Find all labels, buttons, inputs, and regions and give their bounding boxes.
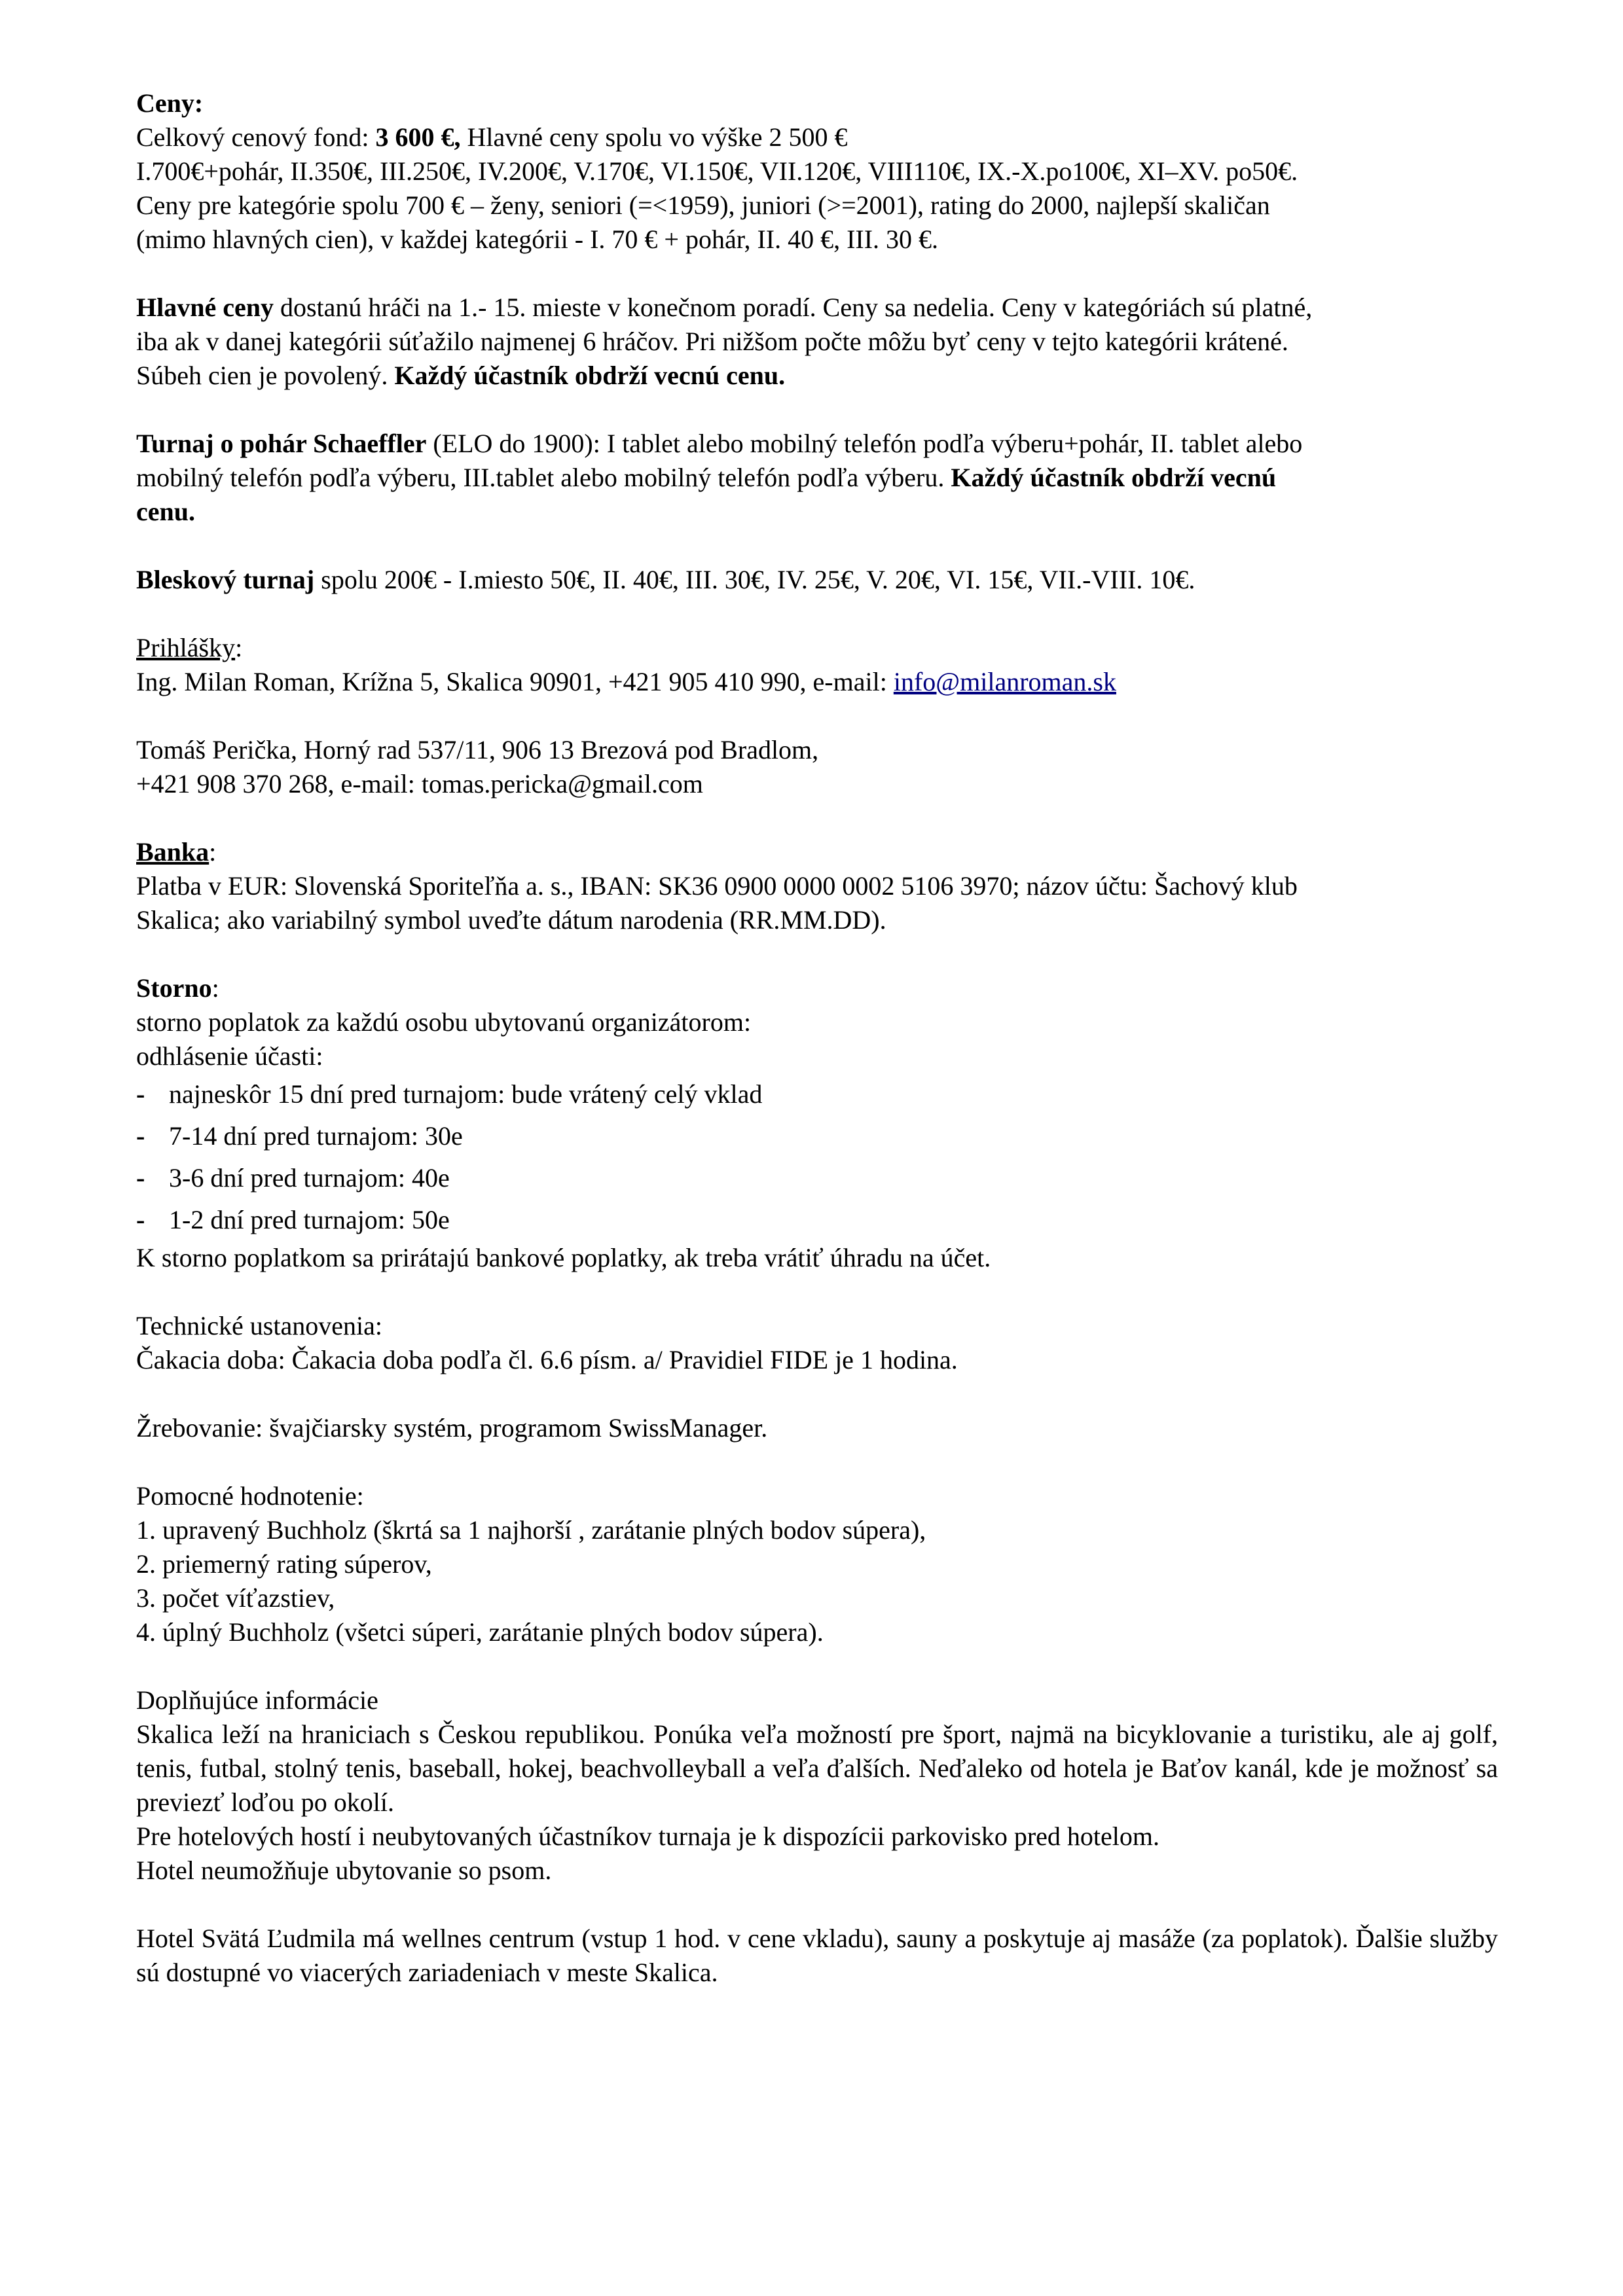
blesk-line: Bleskový turnaj spolu 200€ - I.miesto 50€, II. 40€, III. 30€, IV. 25€, V. 20€, VI. 15€, VII.-VIII. 10€. (136, 565, 1195, 594)
zrebovanie: Žrebovanie: švajčiarsky systém, programom SwissManager. (136, 1413, 768, 1443)
ceny-fond: Celkový cenový fond: 3 600 €, Hlavné ceny spolu vo výške 2 500 € (136, 122, 848, 152)
storno-line1: storno poplatok za každú osobu ubytovanú organizátorom: (136, 1007, 752, 1037)
banka-line2: Skalica; ako variabilný symbol uveďte dátum narodenia (RR.MM.DD). (136, 905, 886, 935)
storno-line2: odhlásenie účasti: (136, 1041, 323, 1071)
cakacia-doba: Čakacia doba: Čakacia doba podľa čl. 6.6 písm. a/ Pravidiel FIDE je 1 hodina. (136, 1345, 958, 1374)
ceny-places: I.700€+pohár, II.350€, III.250€, IV.200€, V.170€, VI.150€, VII.120€, VIII110€, IX.-X.po100€, XI–XV. po50€. (136, 156, 1298, 186)
technicke-heading: Technické ustanovenia: (136, 1311, 382, 1340)
banka-line1: Platba v EUR: Slovenská Sporiteľňa a. s., IBAN: SK36 0900 0000 0002 5106 3970; názov účtu: Šachový klub (136, 871, 1298, 901)
pomocne-heading: Pomocné hodnotenie: (136, 1481, 364, 1511)
list-item: - 7-14 dní pred turnajom: 30e (136, 1115, 1498, 1157)
prihlasky-contact2-line1: Tomáš Perička, Horný rad 537/11, 906 13 Brezová pod Bradlom, (136, 735, 819, 764)
document-body (136, 86, 1498, 1990)
doplnujuce-paragraph: Skalica leží na hraniciach s Českou republikou. Ponúka veľa možností pre šport, najmä na bicyklovanie a turistiku, ale aj golf, tenis, futbal, stolný tenis, baseball, hokej, beachvolleyball a veľa ďalších. Neďaleko od hotela je Baťov kanál, kde je možnosť sa previezť loďou po okolí. (136, 1719, 1498, 1817)
ceny-categories-line2: (mimo hlavných cien), v každej kategórii - I. 70 € + pohár, II. 40 €, III. 30 €. (136, 224, 939, 254)
storno-heading: Storno: (136, 973, 219, 1003)
wellness-info: Hotel Svätá Ľudmila má wellnes centrum (vstup 1 hod. v cene vkladu), sauny a poskytuje aj masáže (za poplatok). Ďalšie služby sú dostupné vo viacerých zariadeniach v meste Skalica. (136, 1924, 1498, 1987)
ceny-heading: Ceny: (136, 88, 204, 118)
dash-bullet: - (136, 1121, 145, 1151)
doplnujuce-heading: Doplňujúce informácie (136, 1685, 378, 1715)
storno-list (136, 1073, 1498, 1241)
storno-note: K storno poplatkom sa prirátajú bankové poplatky, ak treba vrátiť úhradu na účet. (136, 1243, 991, 1272)
pomocne-item: 2. priemerný rating súperov, (136, 1549, 432, 1579)
prihlasky-heading: Prihlášky: (136, 633, 243, 662)
ceny-categories-line1: Ceny pre kategórie spolu 700 € – ženy, seniori (=<1959), juniori (>=2001), rating do 2000, najlepší skaličan (136, 190, 1270, 220)
dash-bullet: - (136, 1205, 145, 1234)
schaeffler-line1: Turnaj o pohár Schaeffler (ELO do 1900): I tablet alebo mobilný telefón podľa výberu+pohár, II. tablet alebo (136, 429, 1303, 458)
parking-info: Pre hotelových hostí i neubytovaných účastníkov turnaja je k dispozícii parkovisko pred hotelom. (136, 1821, 1160, 1851)
pomocne-item: 3. počet víťazstiev, (136, 1583, 335, 1613)
list-item: - najneskôr 15 dní pred turnajom: bude vrátený celý vklad (136, 1073, 1498, 1115)
hlavne-line3: Súbeh cien je povolený. Každý účastník obdrží vecnú cenu. (136, 361, 786, 390)
pomocne-item: 1. upravený Buchholz (škrtá sa 1 najhorší , zarátanie plných bodov súpera), (136, 1515, 926, 1545)
schaeffler-line3: cenu. (136, 497, 195, 526)
email-link[interactable]: info@milanroman.sk (893, 667, 1116, 696)
list-item: - 3-6 dní pred turnajom: 40e (136, 1157, 1498, 1199)
banka-heading: Banka: (136, 837, 217, 867)
prihlasky-contact2-line2: +421 908 370 268, e-mail: tomas.pericka@gmail.com (136, 769, 703, 798)
pets-info: Hotel neumožňuje ubytovanie so psom. (136, 1856, 552, 1885)
pomocne-item: 4. úplný Buchholz (všetci súperi, zarátanie plných bodov súpera). (136, 1617, 824, 1647)
list-item: - 1-2 dní pred turnajom: 50e (136, 1199, 1498, 1241)
prihlasky-contact1: Ing. Milan Roman, Krížna 5, Skalica 90901, +421 905 410 990, e-mail: info@milanroman.sk (136, 667, 1116, 696)
dash-bullet: - (136, 1079, 145, 1109)
hlavne-line2: iba ak v danej kategórii súťažilo najmenej 6 hráčov. Pri nižšom počte môžu byť ceny v tejto kategórii krátené. (136, 327, 1288, 356)
dash-bullet: - (136, 1163, 145, 1193)
hlavne-line1: Hlavné ceny dostanú hráči na 1.- 15. mieste v konečnom poradí. Ceny sa nedelia. Ceny v kategóriách sú platné, (136, 293, 1313, 322)
schaeffler-line2: mobilný telefón podľa výberu, III.tablet alebo mobilný telefón podľa výberu. Každý účastník obdrží vecnú (136, 463, 1277, 492)
